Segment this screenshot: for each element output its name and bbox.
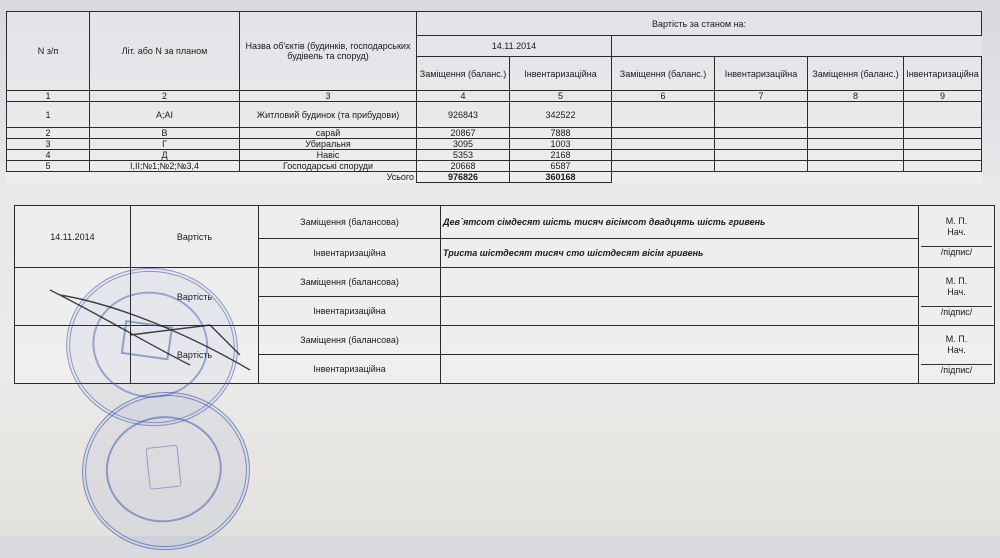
repl-text: Дев`ятсот сімдесят шість тисяч вісімсот двадцять шість гривень [441, 206, 919, 239]
header-sub: Інвентаризаційна [510, 57, 612, 91]
row-lit: В [90, 128, 240, 139]
header-sub: Інвентаризаційна [715, 57, 808, 91]
total-row [7, 172, 982, 183]
row-name: Навіс [240, 150, 417, 161]
mp-label: М. П. [945, 275, 968, 286]
col-num: 7 [715, 91, 808, 102]
total-inv: 360168 [510, 172, 612, 183]
row-name: Господарські споруди [240, 161, 417, 172]
header-sub: Заміщення (баланс.) [417, 57, 510, 91]
row-n: 2 [7, 128, 90, 139]
row-lit: Г [90, 139, 240, 150]
row-inv: 2168 [510, 150, 612, 161]
summary-value-label: Вартість [131, 326, 259, 384]
nach-label: Нач. [947, 226, 966, 237]
row-n: 3 [7, 139, 90, 150]
inv-text: Триста шістдесят тисяч сто шістдесят вісім гривень [441, 239, 919, 268]
inv-label: Інвентаризаційна [259, 297, 441, 326]
table-row [7, 139, 982, 150]
inv-label: Інвентаризаційна [259, 239, 441, 268]
col-num: 3 [240, 91, 417, 102]
row-repl: 5353 [417, 150, 510, 161]
row-lit: Д [90, 150, 240, 161]
row-repl: 926843 [417, 102, 510, 128]
inv-label: Інвентаризаційна [259, 355, 441, 384]
signature-scribble-icon [40, 275, 270, 385]
header-sub: Інвентаризаційна [904, 57, 982, 91]
sign-label: /підпис/ [921, 306, 992, 318]
total-label: Усього [386, 172, 414, 183]
header-sub: Заміщення (баланс.) [808, 57, 904, 91]
row-inv: 6587 [510, 161, 612, 172]
table-row [7, 128, 982, 139]
mp-label: М. П. [945, 215, 968, 226]
col-num: 4 [417, 91, 510, 102]
repl-label: Заміщення (балансова) [259, 268, 441, 297]
header-sub: Заміщення (баланс.) [612, 57, 715, 91]
header-n: N з/п [7, 12, 90, 91]
row-name: сарай [240, 128, 417, 139]
col-num: 5 [510, 91, 612, 102]
row-repl: 3095 [417, 139, 510, 150]
signature-block [919, 268, 995, 326]
col-num: 2 [90, 91, 240, 102]
total-repl: 976826 [417, 172, 510, 183]
col-num: 1 [7, 91, 90, 102]
repl-label: Заміщення (балансова) [259, 206, 441, 239]
row-inv: 1003 [510, 139, 612, 150]
header-date: 14.11.2014 [417, 36, 612, 57]
table-row [7, 150, 982, 161]
sign-label: /підпис/ [921, 246, 992, 258]
mp-label: М. П. [945, 333, 968, 344]
header-lit: Літ. або N за планом [90, 12, 240, 91]
header-name: Назва об'єктів (будинків, господарських будівель та споруд) [240, 12, 417, 91]
row-lit: І,ІІ;№1;№2;№3,4 [90, 161, 240, 172]
summary-date: 14.11.2014 [15, 206, 131, 268]
col-num: 8 [808, 91, 904, 102]
header-value: Вартість за станом на: [417, 12, 982, 36]
sign-label: /підпис/ [921, 364, 992, 376]
summary-value-label: Вартість [131, 206, 259, 268]
nach-label: Нач. [947, 344, 966, 355]
row-name: Убиральня [240, 139, 417, 150]
row-n: 5 [7, 161, 90, 172]
signature-block [919, 326, 995, 384]
col-num: 6 [612, 91, 715, 102]
row-lit: А;АІ [90, 102, 240, 128]
repl-label: Заміщення (балансова) [259, 326, 441, 355]
valuation-table [6, 11, 982, 183]
row-name: Житловий будинок (та прибудови) [240, 102, 417, 128]
row-inv: 342522 [510, 102, 612, 128]
summary-value-label: Вартість [131, 268, 259, 326]
table-row [7, 102, 982, 128]
signature-block [919, 206, 995, 268]
row-n: 1 [7, 102, 90, 128]
row-repl: 20867 [417, 128, 510, 139]
row-repl: 20668 [417, 161, 510, 172]
row-inv: 7888 [510, 128, 612, 139]
nach-label: Нач. [947, 286, 966, 297]
row-n: 4 [7, 150, 90, 161]
col-num: 9 [904, 91, 982, 102]
table-row [7, 161, 982, 172]
